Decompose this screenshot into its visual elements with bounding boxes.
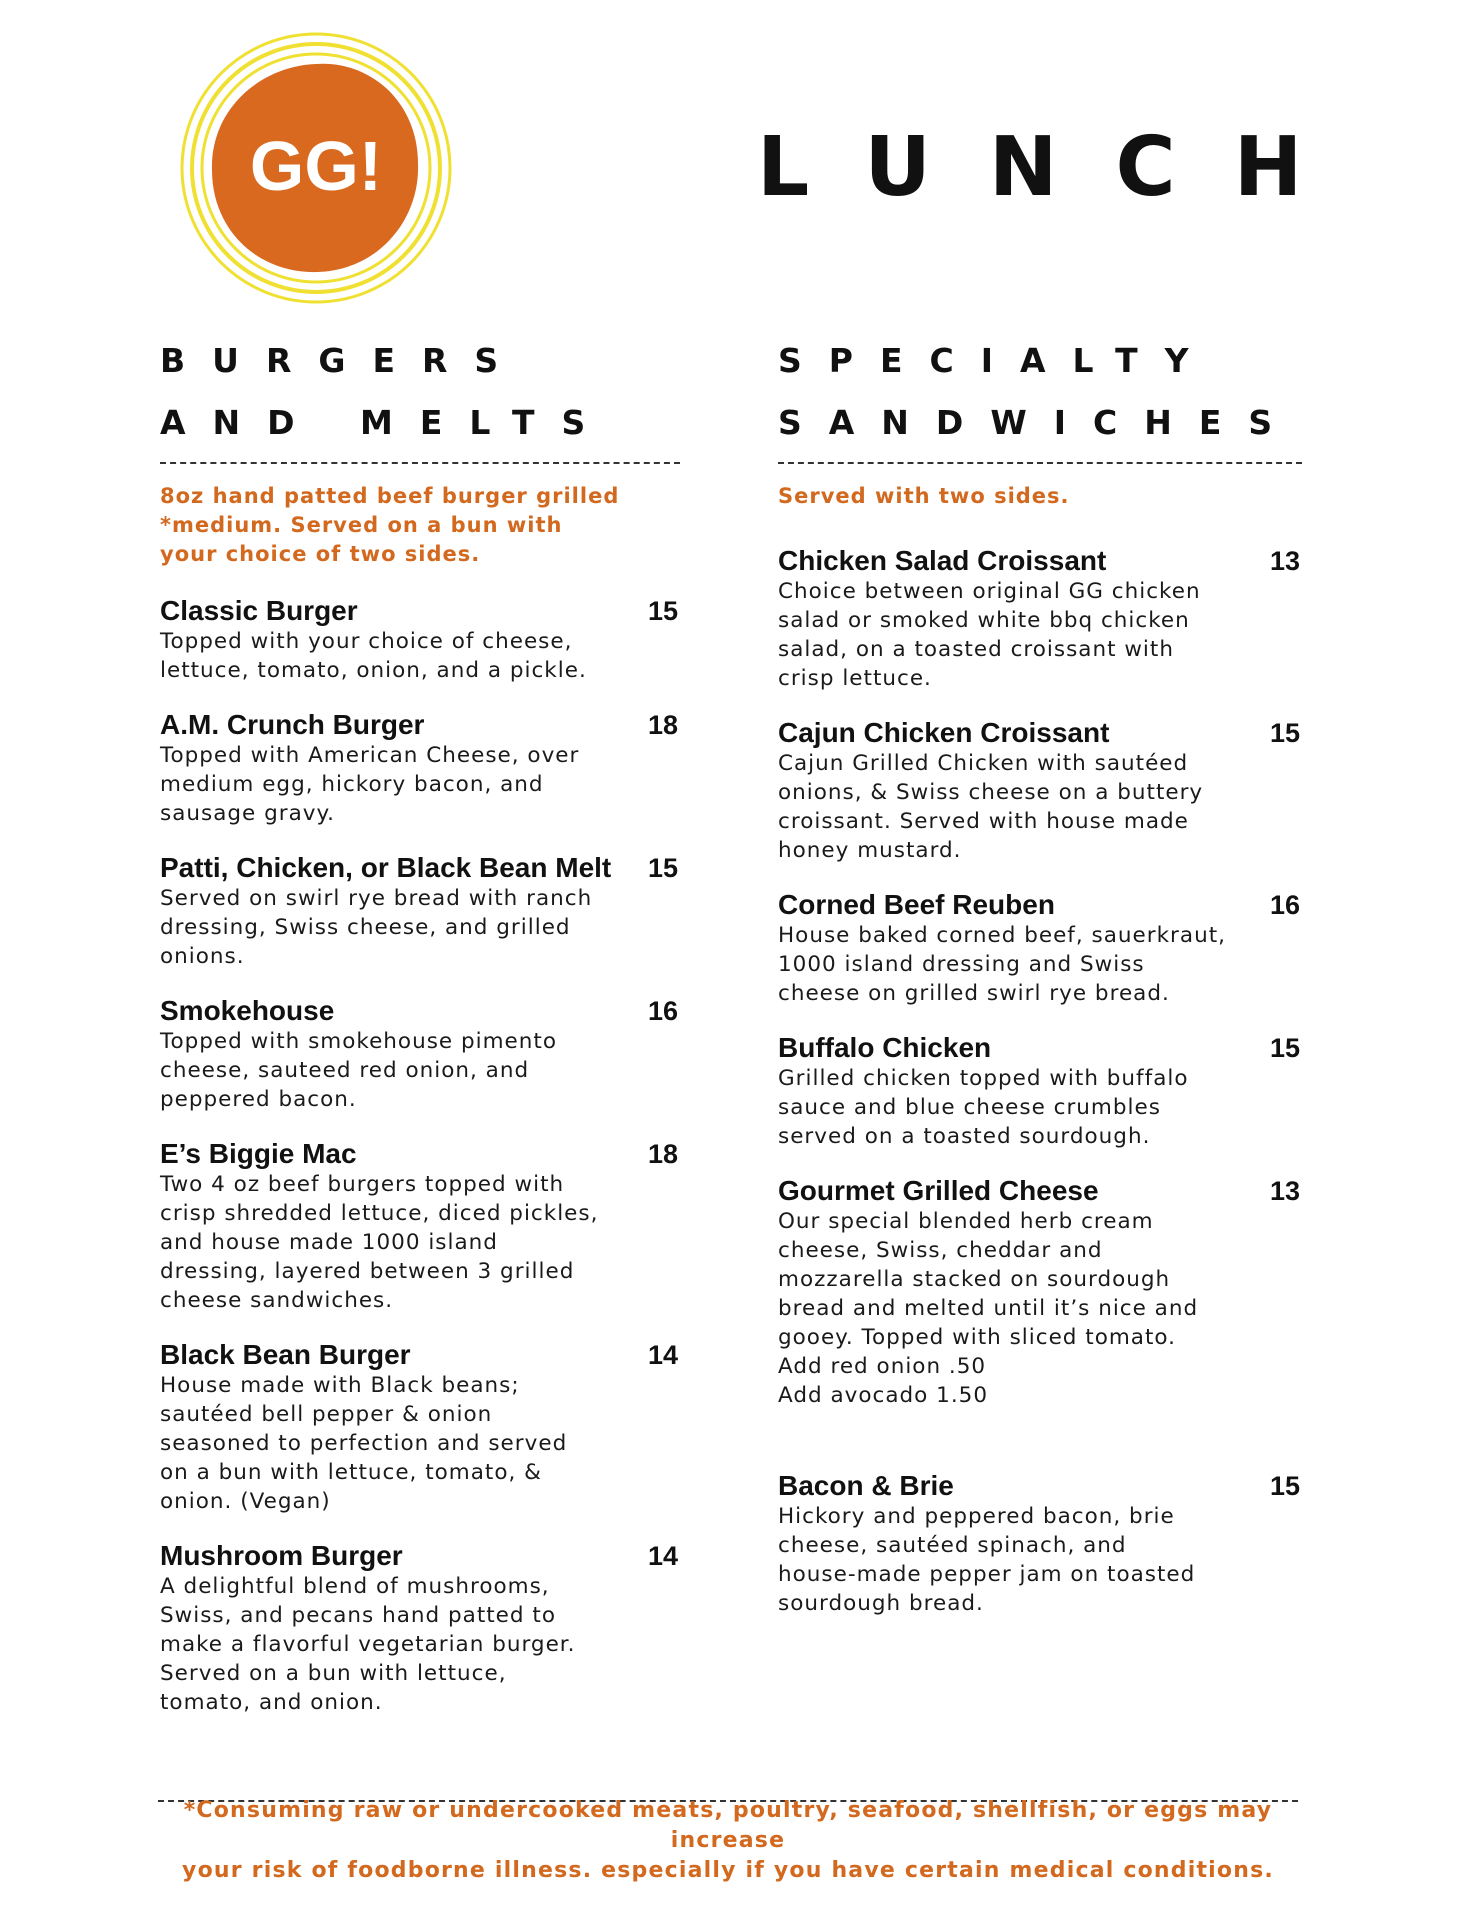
menu-item-name: Chicken Salad Croissant bbox=[778, 545, 1107, 576]
menu-item-price: 16 bbox=[1269, 890, 1300, 920]
description-line: salad or smoked white bbq chicken bbox=[778, 608, 1190, 633]
description-line: Our special blended herb cream bbox=[778, 1209, 1154, 1234]
menu-item bbox=[778, 889, 1302, 1008]
description-line: cheese, sauteed red onion, and bbox=[160, 1058, 530, 1083]
menu-item-price: 14 bbox=[647, 1340, 678, 1370]
menu-item bbox=[160, 595, 680, 685]
description-line: cheese on grilled swirl rye bread. bbox=[778, 981, 1170, 1006]
menu-item-description bbox=[778, 1207, 1302, 1410]
menu-item-name: Smokehouse bbox=[160, 995, 335, 1026]
description-line: medium egg, hickory bacon, and bbox=[160, 772, 544, 797]
menu-item-name: Patti, Chicken, or Black Bean Melt bbox=[160, 852, 612, 883]
menu-item-name: Corned Beef Reuben bbox=[778, 889, 1055, 920]
menu-item-price: 15 bbox=[647, 596, 678, 626]
menu-item bbox=[160, 709, 680, 828]
sandwiches-heading-line2: SANDWICHES bbox=[778, 403, 1300, 442]
description-line: Hickory and peppered bacon, brie bbox=[778, 1504, 1175, 1529]
description-line: and house made 1000 island bbox=[160, 1230, 498, 1255]
menu-item-name: E’s Biggie Mac bbox=[160, 1138, 357, 1169]
menu-item-description bbox=[160, 627, 680, 685]
section-divider bbox=[160, 462, 680, 464]
sandwiches-heading-line1: SPECIALTY bbox=[778, 341, 1216, 380]
sandwiches-item-list bbox=[778, 545, 1302, 1618]
description-line: onions. bbox=[160, 944, 245, 969]
description-line: Grilled chicken topped with buffalo bbox=[778, 1066, 1189, 1091]
description-line: sauce and blue cheese crumbles bbox=[778, 1095, 1161, 1120]
description-line: Add red onion .50 bbox=[778, 1354, 987, 1379]
description-line: cheese, Swiss, cheddar and bbox=[778, 1238, 1103, 1263]
description-line: Choice between original GG chicken bbox=[778, 579, 1201, 604]
menu-item-description bbox=[778, 749, 1302, 865]
sandwiches-section bbox=[778, 330, 1302, 1618]
description-line: seasoned to perfection and served bbox=[160, 1431, 568, 1456]
section-divider bbox=[778, 462, 1302, 464]
menu-item-description bbox=[778, 577, 1302, 693]
description-line: gooey. Topped with sliced tomato. bbox=[778, 1325, 1177, 1350]
description-line: mozzarella stacked on sourdough bbox=[778, 1267, 1171, 1292]
description-line: sourdough bread. bbox=[778, 1591, 984, 1616]
disclaimer-line: your risk of foodborne illness. especially if you have certain medical conditions. bbox=[182, 1858, 1274, 1883]
menu-item bbox=[160, 1339, 680, 1516]
description-line: salad, on a toasted croissant with bbox=[778, 637, 1174, 662]
menu-item-description bbox=[160, 1572, 680, 1717]
description-line: Topped with your choice of cheese, bbox=[160, 629, 573, 654]
description-line: sautéed bell pepper & onion bbox=[160, 1402, 493, 1427]
description-line: dressing, Swiss cheese, and grilled bbox=[160, 915, 571, 940]
menu-item-name: Bacon & Brie bbox=[778, 1470, 954, 1501]
menu-item-price: 18 bbox=[647, 710, 678, 740]
description-line: crisp shredded lettuce, diced pickles, bbox=[160, 1201, 599, 1226]
menu-item-price: 14 bbox=[647, 1541, 678, 1571]
menu-item-description bbox=[160, 1170, 680, 1315]
description-line: Served on a bun with lettuce, bbox=[160, 1661, 507, 1686]
logo-text: GG! bbox=[249, 127, 383, 205]
menu-item bbox=[778, 1470, 1302, 1618]
burgers-heading-line2: AND MELTS bbox=[160, 403, 613, 442]
menu-item bbox=[778, 1032, 1302, 1151]
description-line: croissant. Served with house made bbox=[778, 809, 1189, 834]
description-line: honey mustard. bbox=[778, 838, 962, 863]
menu-item-description bbox=[160, 884, 680, 971]
menu-item-description bbox=[778, 1064, 1302, 1151]
food-safety-disclaimer bbox=[158, 1796, 1298, 1886]
menu-item bbox=[160, 1138, 680, 1315]
description-line: dressing, layered between 3 grilled bbox=[160, 1259, 575, 1284]
description-line: house-made pepper jam on toasted bbox=[778, 1562, 1196, 1587]
menu-item-price: 13 bbox=[1269, 1176, 1300, 1206]
menu-item bbox=[160, 995, 680, 1114]
description-line: bread and melted until it’s nice and bbox=[778, 1296, 1199, 1321]
menu-item bbox=[778, 1175, 1302, 1410]
menu-item-name: Cajun Chicken Croissant bbox=[778, 717, 1110, 748]
menu-item bbox=[160, 1540, 680, 1717]
description-line: Swiss, and pecans hand patted to bbox=[160, 1603, 556, 1628]
menu-item-description bbox=[160, 1371, 680, 1516]
description-line: 1000 island dressing and Swiss bbox=[778, 952, 1145, 977]
menu-item-name: Buffalo Chicken bbox=[778, 1032, 992, 1063]
sandwiches-intro: Served with two sides. bbox=[778, 484, 1070, 508]
menu-item-price: 16 bbox=[647, 996, 678, 1026]
description-line: A delightful blend of mushrooms, bbox=[160, 1574, 550, 1599]
menu-item-price: 13 bbox=[1269, 546, 1300, 576]
menu-item-description bbox=[160, 741, 680, 828]
description-line: cheese sandwiches. bbox=[160, 1288, 394, 1313]
description-line: sausage gravy. bbox=[160, 801, 335, 826]
description-line: onion. (Vegan) bbox=[160, 1489, 331, 1514]
description-line: House made with Black beans; bbox=[160, 1373, 520, 1398]
menu-item bbox=[160, 852, 680, 971]
menu-item-name: Classic Burger bbox=[160, 595, 358, 626]
restaurant-logo bbox=[178, 30, 454, 306]
description-line: tomato, and onion. bbox=[160, 1690, 383, 1715]
menu-item-price: 15 bbox=[1269, 718, 1300, 748]
description-line: Topped with American Cheese, over bbox=[160, 743, 580, 768]
description-line: Add avocado 1.50 bbox=[778, 1383, 989, 1408]
menu-item-name: A.M. Crunch Burger bbox=[160, 709, 425, 740]
burgers-intro: 8oz hand patted beef burger grilled *medium. Served on a bun with your choice of two sides. bbox=[160, 484, 620, 566]
menu-item-price: 15 bbox=[1269, 1471, 1300, 1501]
menu-item-price: 15 bbox=[647, 853, 678, 883]
menu-item-name: Mushroom Burger bbox=[160, 1540, 403, 1571]
menu-item-price: 18 bbox=[647, 1139, 678, 1169]
menu-item bbox=[778, 717, 1302, 865]
menu-item-description bbox=[778, 1502, 1302, 1618]
menu-item-description bbox=[778, 921, 1302, 1008]
menu-item-name: Gourmet Grilled Cheese bbox=[778, 1175, 1099, 1206]
description-line: served on a toasted sourdough. bbox=[778, 1124, 1151, 1149]
description-line: crisp lettuce. bbox=[778, 666, 932, 691]
description-line: Topped with smokehouse pimento bbox=[160, 1029, 557, 1054]
description-line: on a bun with lettuce, tomato, & bbox=[160, 1460, 542, 1485]
menu-item-description bbox=[160, 1027, 680, 1114]
description-line: cheese, sautéed spinach, and bbox=[778, 1533, 1127, 1558]
menu-title: LUNCH bbox=[757, 120, 1361, 215]
description-line: Served on swirl rye bread with ranch bbox=[160, 886, 593, 911]
disclaimer-line: *Consuming raw or undercooked meats, poultry, seafood, shellfish, or eggs may increase bbox=[183, 1798, 1273, 1853]
menu-item bbox=[778, 545, 1302, 693]
description-line: House baked corned beef, sauerkraut, bbox=[778, 923, 1226, 948]
description-line: make a flavorful vegetarian burger. bbox=[160, 1632, 576, 1657]
description-line: onions, & Swiss cheese on a buttery bbox=[778, 780, 1204, 805]
menu-item-price: 15 bbox=[1269, 1033, 1300, 1063]
description-line: peppered bacon. bbox=[160, 1087, 357, 1112]
menu-item-name: Black Bean Burger bbox=[160, 1339, 411, 1370]
burgers-section bbox=[160, 330, 680, 1717]
description-line: Two 4 oz beef burgers topped with bbox=[160, 1172, 565, 1197]
description-line: lettuce, tomato, onion, and a pickle. bbox=[160, 658, 587, 683]
description-line: Cajun Grilled Chicken with sautéed bbox=[778, 751, 1189, 776]
burgers-heading-line1: BURGERS bbox=[160, 341, 526, 380]
burgers-item-list bbox=[160, 595, 680, 1717]
